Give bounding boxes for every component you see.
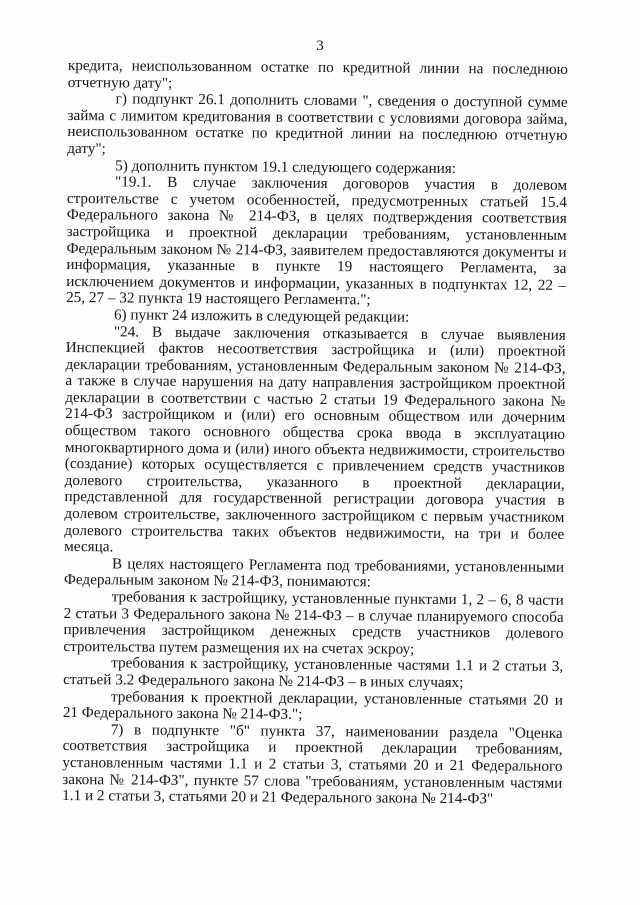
- paragraph-item-7: 7) в подпункте "б" пункта 37, наименовании раздела "Оценка соответствия застройщика и проектной декларации требованиям, установленным частями 1.1 и 2 статьи 3, статьями 20 и 21 Федерального закона № 214-ФЗ", пункте 57 слова "требованиям, установленным частями 1.1 и 2 статьи 3, статьями 20 и 21 Федерального закона № 214-ФЗ": [62, 721, 563, 808]
- paragraph-declaration-requirements: требования к проектной декларации, установленные статьями 20 и 21 Федерального закона № 214-ФЗ.";: [62, 687, 564, 724]
- paragraph-item-6: 6) пункт 24 изложить в следующей редакции:: [113, 306, 410, 326]
- paragraph-developer-requirements-escrow: требования к застройщику, установленные пунктами 1, 2 – 6, 8 части 2 статьи 3 Федерального закона № 214-ФЗ – в случае планируемого способа привлечения застройщиком денежных средств участников долевого строительства путем размещения их на счетах эскроу;: [63, 588, 564, 658]
- page-number: 3: [316, 38, 324, 54]
- paragraph-item-5: 5) дополнить пунктом 19.1 следующего содержания:: [115, 156, 457, 177]
- paragraph-developer-requirements-other: требования к застройщику, установленные частями 1.1 и 2 статьи 3, статьей 3.2 Федерального закона № 214-ФЗ – в иных случаях;: [63, 654, 564, 692]
- paragraph-clause-19-1: "19.1. В случае заключения договоров участия в долевом строительстве с учетом особенностей, предусмотренных статьей 15.4 Федерального закона № 214-ФЗ, в целях подтверждения соответствия застройщика и проектной декларации требованиям, установленным Федеральным законом № 214-ФЗ, заявителем предоставляются документы и информация, указанные в пункте 19 настоящего Регламента, за исключением документов и информации, указанных в подпунктах 12, 22 – 25, 27 – 32 пункта 19 настоящего Регламента.";: [66, 173, 568, 309]
- paragraph-clause-24: "24. В выдаче заключения отказывается в случае выявления Инспекцией фактов несоответствия застройщика и (или) проектной декларации требованиям, установленным Федеральным законом № 214-ФЗ, а также в случае нарушения на дату направления застройщиком проектной декларации в соответствии с частью 2 статьи 19 Федерального закона № 214-ФЗ застройщиком и (или) его основным обществом или дочерним обществом такого основного общества срока ввода в эксплуатацию многоквартирного дома и (или) иного объекта недвижимости, строительство (создание) которых осуществляется с привлечением средств участников долевого строительства, указанного в проектной декларации, представленной для государственной регистрации договора участия в долевом строительстве, заключенного застройщиком с первым участником долевого строительства таких объектов недвижимости, на три и более месяца.: [64, 322, 566, 556]
- paragraph-credit-continuation: кредита, неиспользованном остатке по кредитной линии на последнюю отчетную дату";: [67, 57, 568, 92]
- paragraph-requirements-intro: В целях настоящего Регламента под требованиями, установленными Федеральным законом № 214-ФЗ, понимаются:: [63, 555, 565, 591]
- document-body: [62, 58, 568, 809]
- paragraph-subitem-g: г) подпункт 26.1 дополнить словами ", сведения о доступной сумме займа с лимитом кредитования в соответствии с условиями договора займа, неиспользованном остатке по кредитной линии на последнюю отчетную дату";: [67, 90, 568, 158]
